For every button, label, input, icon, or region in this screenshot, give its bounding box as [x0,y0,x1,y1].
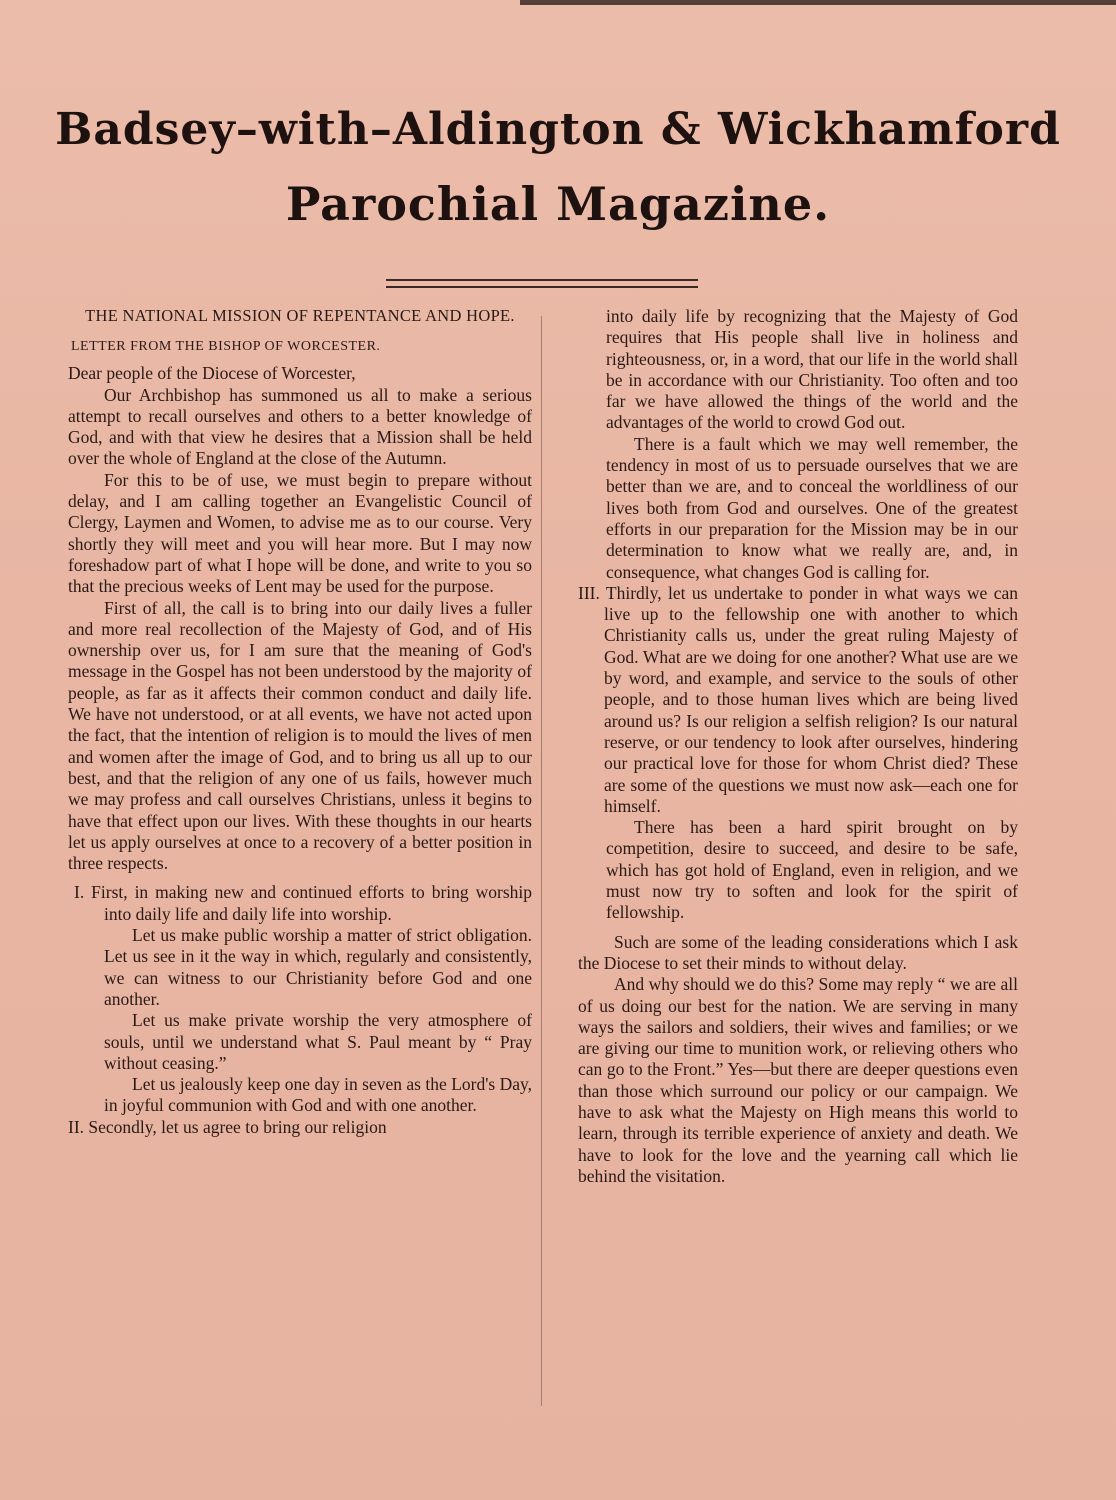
paragraph-2: For this to be of use, we must begin to prepare without delay, and I am calling together an Evangelistic Council of Clergy, Laymen and Women, to advise me as to our course. Very shortly they will meet and you will hear more. But I may now foreshadow part of what I hope will be done, and write to you so that the precious weeks of Lent may be used for the purpose. [68,469,532,597]
title-rule-lower [386,286,698,288]
article-heading: THE NATIONAL MISSION OF REPENTANCE AND HOPE. [85,306,515,325]
masthead-title-line1: Badsey–with–Aldington & Wickhamford [55,104,1061,155]
column-divider [541,316,542,1406]
item-2-fault: There is a fault which we may well remember, the tendency in most of us to persuade ourselves that we are better than we are, and to conceal the worldliness of our lives both from God and ourselves. One of the greatest efforts in our preparation for the Mission may be in our determination to know what we really are, and, in consequence, what changes God is calling for. [606,433,1018,582]
paragraph-1: Our Archbishop has summoned us all to make a serious attempt to recall ourselves and others to a better knowledge of God, and with that view he desires that a Mission shall be held over the whole of England at the close of the Autumn. [68,384,532,469]
paragraph-4: Such are some of the leading considerations which I ask the Diocese to set their minds to without delay. [578,931,1018,973]
top-border [520,0,1116,5]
item-1: I. First, in making new and continued efforts to bring worship into daily life and daily life into worship. [74,882,532,924]
title-rule-upper [386,279,698,281]
masthead-title-line2: Parochial Magazine. [285,177,831,231]
article-subheading: LETTER FROM THE BISHOP OF WORCESTER. [71,339,381,354]
masthead [0,100,1116,242]
item-3-hard-spirit: There has been a hard spirit brought on by competition, desire to succeed, and desire to be safe, which has got hold of England, even in religion, and we must now try to soften and look for the spirit of fellowship. [606,817,1018,923]
paragraph-3: First of all, the call is to bring into our daily lives a fuller and more real recollection of the Majesty of God, and of His ownership over us, for I am sure that the meaning of God's message in the Gospel has not been understood by the majority of people, as far as it affects their common conduct and daily life. We have not understood, or at all events, we have not acted upon the fact, that the intention of religion is to mould the lives of men and women after the image of God, and to bring us all up to our best, and that the religion of any one of us fails, however much we may profess and call ourselves Christians, unless it begins to have that effect upon our lives. With these thoughts in our hearts let us apply ourselves at once to a recovery of a better position in three respects. [68,597,532,874]
item-1-lords-day: Let us jealously keep one day in seven as the Lord's Day, in joyful communion with God and with one another. [104,1074,532,1116]
item-2-continued: into daily life by recognizing that the Majesty of God requires that His people shall live in holiness and righteousness, or, in a word, that our life in the world shall be in accordance with our Christianity. Too often and too far we have allowed the things of the world and the advantages of the world to crowd God out. [606,306,1018,433]
salutation: Dear people of the Diocese of Worcester, [68,363,356,384]
paragraph-5: And why should we do this? Some may reply “ we are all of us doing our best for the nation. We are serving in many ways the sailors and soldiers, their wives and families; or we are giving our time to munition work, or relieving others who can go to the Front.” Yes—but there are deeper questions even than those which surround our policy or our campaign. We have to ask what the Majesty on High means this world to learn, through its terrible experience of anxiety and death. We have to look for the love and the yearning call which lie behind the visitation. [578,974,1018,1186]
item-3: III. Thirdly, let us undertake to ponder in what ways we can live up to the fellowship one with another to which Christianity calls us, under the great ruling Majesty of God. What are we doing for one another? What use are we by word, and example, and service to the souls of other people, and to those human lives which are being lived around us? Is our religion a selfish religion? Is our natural reserve, or our tendency to look after ourselves, hindering our practical love for those for whom Christ died? These are some of the questions we must now ask—each one for himself. [578,582,1018,816]
item-2-start: II. Secondly, let us agree to bring our religion [68,1116,387,1137]
right-column [578,306,1018,1187]
item-1-public-worship: Let us make public worship a matter of strict obligation. Let us see in it the way in which, regularly and consistently, we can witness to our Christianity before God and one another. [104,925,532,1009]
item-1-private-worship: Let us make private worship the very atmosphere of souls, until we understand what S. Paul meant by “ Pray without ceasing.” [104,1010,532,1073]
left-column [68,306,532,1138]
